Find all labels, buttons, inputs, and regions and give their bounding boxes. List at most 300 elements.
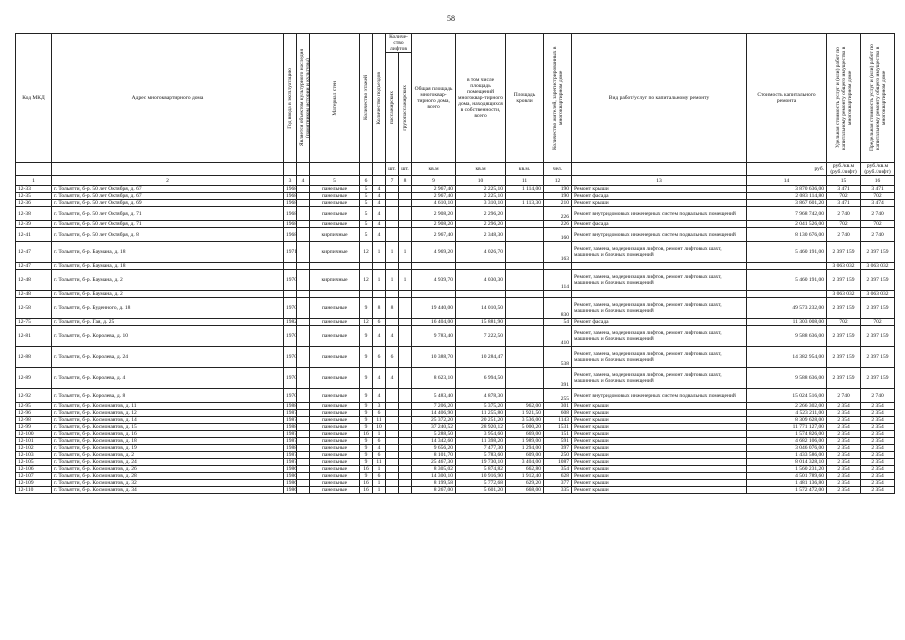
cell-cost: 8 309 628,00: [747, 417, 827, 424]
cell-mat: кирпичные: [310, 270, 360, 291]
cell-lp: [386, 228, 399, 242]
cell-mat: панельные: [310, 200, 360, 207]
column-number: 11: [506, 176, 544, 186]
cell-res: 410: [544, 326, 572, 347]
cell-fl: 9: [360, 438, 373, 445]
cell-lc: [399, 200, 412, 207]
cell-lp: [386, 424, 399, 431]
table-row: [16, 186, 895, 193]
cell-lc: [399, 424, 412, 431]
column-number: 14: [747, 176, 827, 186]
cell-mat: панельные: [310, 473, 360, 480]
header-max-cost: Предельная стоимость услуг и (или) работ по капитальному ремонту общего имущества в многоквартирном доме: [861, 34, 895, 163]
table-row: [16, 459, 895, 466]
cell-mat: панельные: [310, 368, 360, 389]
cell-code: 12-75: [16, 319, 52, 326]
cell-max: 2 397 159: [861, 326, 895, 347]
cell-lp: [386, 193, 399, 200]
cell-max: 702: [861, 221, 895, 228]
cell-cost: 5 460 191,00: [747, 242, 827, 263]
cell-cultural: [297, 347, 310, 368]
cell-en: 4: [373, 228, 386, 242]
cell-max: 2 397 159: [861, 368, 895, 389]
cell-ra: 1 294,00: [506, 445, 544, 452]
cell-lc: 1: [399, 270, 412, 291]
table-row: [16, 445, 895, 452]
cell-en: 11: [373, 417, 386, 424]
cell-code: 12-105: [16, 459, 52, 466]
cell-code: 12-95: [16, 403, 52, 410]
cell-oa: 4 030,30: [456, 270, 506, 291]
table-row: [16, 431, 895, 438]
cell-work: Ремонт внутридомовых инженерных систем подвальных помещений: [572, 207, 747, 221]
cell-ra: [506, 242, 544, 263]
cell-lc: [399, 410, 412, 417]
cell-ta: 5 483,40: [412, 389, 456, 403]
cell-cost: 1 433 586,00: [747, 452, 827, 459]
cell-fl: 9: [360, 459, 373, 466]
cell-oa: 10 284,47: [456, 347, 506, 368]
cell-res: 210: [544, 200, 572, 207]
cell-lp: [386, 417, 399, 424]
cell-en: 10: [373, 424, 386, 431]
header-total-area: Общая площадь многоквар-тирного дома, всего: [412, 34, 456, 163]
header-cultural: Является объектом культурного наследия (памятником истории и культуры): [297, 34, 310, 163]
cell-en: 1: [373, 242, 386, 263]
cell-code: 12-101: [16, 438, 52, 445]
cell-year: 1970: [284, 347, 297, 368]
cell-oa: 2 225,10: [456, 186, 506, 193]
cell-mat: кирпичные: [310, 228, 360, 242]
cell-code: 12-103: [16, 452, 52, 459]
cell-ra: [506, 326, 544, 347]
cell-cultural: [297, 424, 310, 431]
cell-cost: [747, 263, 827, 270]
cell-lc: [399, 459, 412, 466]
cell-cultural: [297, 410, 310, 417]
cell-ta: 5 288,50: [412, 431, 456, 438]
cell-year: 1968: [284, 186, 297, 193]
cell-lc: [399, 207, 412, 221]
header-code: Код МКД: [16, 34, 52, 163]
column-number: 2: [52, 176, 284, 186]
cell-unit: 2 397 159: [827, 242, 861, 263]
cell-mat: панельные: [310, 487, 360, 494]
cell-cultural: [297, 431, 310, 438]
header-owned-area: в том числе площадь помещений многоквар-тирного дома, находящихся в собственности, всего: [456, 34, 506, 163]
cell-fl: 9: [360, 389, 373, 403]
cell-res: 608: [544, 410, 572, 417]
cell-lc: [399, 186, 412, 193]
cell-lp: 1: [386, 242, 399, 263]
cell-work: Ремонт крыши: [572, 403, 747, 410]
cell-fl: 5: [360, 221, 373, 228]
table-row: [16, 200, 895, 207]
cell-en: 3: [373, 403, 386, 410]
cell-ta: 2 967,40: [412, 228, 456, 242]
cell-cultural: [297, 242, 310, 263]
cell-cost: 1 481 136,80: [747, 480, 827, 487]
column-number: 9: [412, 176, 456, 186]
table-row: [16, 270, 895, 291]
cell-year: 1970: [284, 326, 297, 347]
table-row: [16, 193, 895, 200]
cell-work: Ремонт крыши: [572, 466, 747, 473]
cell-ta: 9 783,40: [412, 326, 456, 347]
cell-addr: г. Тольятти, б-р. Космонавтов, д. 15: [52, 424, 284, 431]
table-row: [16, 466, 895, 473]
cell-en: 1: [373, 480, 386, 487]
cell-mat: панельные: [310, 298, 360, 319]
cell-code: 12-48: [16, 291, 52, 298]
cell-res: [544, 291, 572, 298]
cell-oa: 5 601,20: [456, 487, 506, 494]
cell-res: 250: [544, 452, 572, 459]
cell-oa: 2 296,20: [456, 207, 506, 221]
cell-unit: 2 354: [827, 459, 861, 466]
cell-unit: 2 397 159: [827, 368, 861, 389]
cell-ta: 2 908,20: [412, 221, 456, 228]
cell-cost: 8 130 676,00: [747, 228, 827, 242]
cell-ta: 8 101,70: [412, 452, 456, 459]
cell-lc: [399, 291, 412, 298]
cell-ta: 14 406,90: [412, 410, 456, 417]
column-number: 4: [297, 176, 310, 186]
cell-ra: 3 404,00: [506, 459, 544, 466]
cell-en: 4: [373, 200, 386, 207]
cell-year: 1987: [284, 417, 297, 424]
cell-code: 12-35: [16, 193, 52, 200]
cell-work: Ремонт крыши: [572, 487, 747, 494]
header-floors: Количество этажей: [360, 34, 373, 163]
cell-ra: [506, 270, 544, 291]
cell-lc: [399, 263, 412, 270]
capital-repair-table: [15, 33, 895, 494]
cell-fl: 16: [360, 466, 373, 473]
cell-code: 12-47: [16, 242, 52, 263]
cell-oa: 3 310,10: [456, 200, 506, 207]
cell-code: 12-89: [16, 368, 52, 389]
cell-lp: [386, 410, 399, 417]
cell-fl: 16: [360, 480, 373, 487]
cell-max: 2 397 159: [861, 270, 895, 291]
cell-mat: панельные: [310, 207, 360, 221]
cell-ta: 8 305,02: [412, 466, 456, 473]
cell-ra: [506, 347, 544, 368]
cell-cultural: [297, 319, 310, 326]
cell-work: Ремонт, замена, модернизация лифтов, ремонт лифтовых шахт, машинных и блочных помещений: [572, 242, 747, 263]
cell-ta: 4 969,20: [412, 242, 456, 263]
cell-oa: 5 375,20: [456, 403, 506, 410]
cell-cost: 3 870 636,00: [747, 186, 827, 193]
cell-year: 1970: [284, 368, 297, 389]
cell-code: 12-107: [16, 473, 52, 480]
cell-res: 301: [544, 403, 572, 410]
cell-res: 190: [544, 186, 572, 193]
cell-lp: [386, 319, 399, 326]
cell-oa: 11 255,80: [456, 410, 506, 417]
header-elevators: Количе-ство лифтов: [386, 34, 412, 53]
cell-code: 12-58: [16, 298, 52, 319]
cell-unit: 2 740: [827, 389, 861, 403]
cell-addr: г. Тольятти, б-р. Королева, д. 10: [52, 326, 284, 347]
cell-ra: [506, 298, 544, 319]
cell-cultural: [297, 200, 310, 207]
cell-oa: [456, 291, 506, 298]
header-residents: Количество жителей, зарегистрированных в многоквартирном доме: [544, 34, 572, 163]
table-row: [16, 221, 895, 228]
cell-oa: 6 994,50: [456, 368, 506, 389]
table-row: [16, 417, 895, 424]
cell-unit: 3 063 032: [827, 291, 861, 298]
cell-max: 2 397 159: [861, 347, 895, 368]
cell-ta: 14 300,10: [412, 473, 456, 480]
cell-ra: [506, 221, 544, 228]
cell-ra: 609,00: [506, 452, 544, 459]
cell-en: 6: [373, 473, 386, 480]
table-row: [16, 368, 895, 389]
cell-en: 4: [373, 207, 386, 221]
cell-work: Ремонт крыши: [572, 473, 747, 480]
cell-oa: 28 920,12: [456, 424, 506, 431]
cell-res: 628: [544, 473, 572, 480]
cell-cultural: [297, 403, 310, 410]
cell-year: 1970: [284, 298, 297, 319]
cell-en: [373, 263, 386, 270]
cell-addr: г. Тольятти, б-р. Космонавтов, д. 12: [52, 410, 284, 417]
cell-work: Ремонт крыши: [572, 480, 747, 487]
cell-fl: 5: [360, 200, 373, 207]
cell-year: 1971: [284, 242, 297, 263]
cell-fl: 12: [360, 242, 373, 263]
cell-cost: 11 771 127,00: [747, 424, 827, 431]
table-row: [16, 326, 895, 347]
cell-ra: [506, 389, 544, 403]
cell-ta: 2 908,20: [412, 207, 456, 221]
cell-ra: [506, 263, 544, 270]
cell-ra: 1 921,50: [506, 410, 544, 417]
cell-cultural: [297, 186, 310, 193]
cell-ta: 2 967,40: [412, 193, 456, 200]
cell-fl: 16: [360, 431, 373, 438]
cell-ta: 7 206,20: [412, 403, 456, 410]
cell-max: 3 471: [861, 186, 895, 193]
cell-mat: панельные: [310, 410, 360, 417]
cell-fl: 9: [360, 368, 373, 389]
cell-fl: 9: [360, 410, 373, 417]
cell-oa: [456, 263, 506, 270]
cell-mat: кирпичные: [310, 242, 360, 263]
header-year: Год ввода в эксплуатацию: [284, 34, 297, 163]
cell-oa: 3 954,60: [456, 431, 506, 438]
cell-lp: [386, 473, 399, 480]
cell-fl: 9: [360, 452, 373, 459]
page-number: 58: [447, 14, 455, 23]
cell-ra: [506, 319, 544, 326]
header-cost: Стоимость капитального ремонта: [747, 34, 827, 163]
cell-ta: [412, 263, 456, 270]
cell-code: 12-88: [16, 347, 52, 368]
cell-code: 12-102: [16, 445, 52, 452]
cell-fl: 9: [360, 417, 373, 424]
cell-cost: 3 046 076,00: [747, 445, 827, 452]
cell-unit: 702: [827, 319, 861, 326]
cell-year: 1986: [284, 487, 297, 494]
cell-res: 54: [544, 319, 572, 326]
cell-work: Ремонт крыши: [572, 186, 747, 193]
cell-oa: 5 772,68: [456, 480, 506, 487]
cell-en: 1: [373, 487, 386, 494]
cell-en: 1: [373, 431, 386, 438]
cell-unit: 2 354: [827, 438, 861, 445]
cell-code: 12-96: [16, 410, 52, 417]
cell-res: 163: [544, 242, 572, 263]
cell-max: 2 354: [861, 487, 895, 494]
cell-code: 12-47: [16, 263, 52, 270]
cell-unit: 2 354: [827, 410, 861, 417]
cell-lp: [386, 389, 399, 403]
cell-mat: панельные: [310, 424, 360, 431]
cell-work: Ремонт фасада: [572, 221, 747, 228]
cell-code: 12-106: [16, 466, 52, 473]
cell-ra: 3 536,00: [506, 417, 544, 424]
cell-res: 591: [544, 438, 572, 445]
cell-ra: 629,20: [506, 480, 544, 487]
table-row: [16, 298, 895, 319]
cell-lp: [386, 459, 399, 466]
column-number: 1: [16, 176, 52, 186]
cell-fl: 9: [360, 473, 373, 480]
cell-en: 6: [373, 347, 386, 368]
cell-mat: панельные: [310, 417, 360, 424]
cell-en: 1: [373, 270, 386, 291]
table-row: [16, 480, 895, 487]
cell-work: Ремонт крыши: [572, 438, 747, 445]
cell-fl: 12: [360, 319, 373, 326]
cell-unit: 2 397 159: [827, 298, 861, 319]
cell-cost: [747, 291, 827, 298]
cell-unit: 2 354: [827, 445, 861, 452]
cell-lp: [386, 291, 399, 298]
cell-oa: 19 730,10: [456, 459, 506, 466]
table-row: [16, 424, 895, 431]
table-row: [16, 410, 895, 417]
header-entrances: Количество подъездов: [373, 34, 386, 163]
cell-lc: [399, 193, 412, 200]
cell-ta: 4 610,10: [412, 200, 456, 207]
column-number: 13: [572, 176, 747, 186]
header-elev-pass: пассажирских: [386, 53, 399, 163]
column-number: 16: [861, 176, 895, 186]
cell-en: 6: [373, 319, 386, 326]
cell-unit: 2 354: [827, 417, 861, 424]
cell-mat: панельные: [310, 438, 360, 445]
cell-lp: [386, 431, 399, 438]
cell-max: 2 354: [861, 424, 895, 431]
cell-lp: [386, 200, 399, 207]
cell-en: 1: [373, 466, 386, 473]
cell-mat: панельные: [310, 466, 360, 473]
header-unit-cost: Удельная стоимость услуг и (или) работ по капитальному ремонту общего имущества в многоквартирном доме: [827, 34, 861, 163]
cell-lp: [386, 263, 399, 270]
cell-ta: 14 342,60: [412, 438, 456, 445]
cell-max: 702: [861, 319, 895, 326]
cell-res: 226: [544, 221, 572, 228]
cell-unit: 2 354: [827, 424, 861, 431]
cell-addr: г. Тольятти, б-р. 50 лет Октября, д. 71: [52, 221, 284, 228]
cell-year: 1968: [284, 193, 297, 200]
cell-mat: [310, 263, 360, 270]
cell-year: 1986: [284, 480, 297, 487]
cell-fl: 5: [360, 207, 373, 221]
cell-addr: г. Тольятти, б-р. Баумана, д. 18: [52, 263, 284, 270]
cell-lp: [386, 487, 399, 494]
column-number: 12: [544, 176, 572, 186]
cell-fl: 9: [360, 326, 373, 347]
cell-fl: [360, 263, 373, 270]
cell-fl: 9: [360, 445, 373, 452]
table-row: [16, 319, 895, 326]
cell-mat: панельные: [310, 459, 360, 466]
cell-res: 1143: [544, 417, 572, 424]
cell-mat: панельные: [310, 319, 360, 326]
cell-mat: [310, 291, 360, 298]
cell-lc: [399, 431, 412, 438]
cell-cultural: [297, 452, 310, 459]
cell-work: Ремонт крыши: [572, 410, 747, 417]
cell-year: 1970: [284, 389, 297, 403]
cell-fl: 5: [360, 193, 373, 200]
cell-unit: 3 471: [827, 186, 861, 193]
cell-unit: 2 354: [827, 452, 861, 459]
header-address: Адрес многоквартирного дома: [52, 34, 284, 163]
cell-unit: 3 471: [827, 200, 861, 207]
cell-ta: 19 440,00: [412, 298, 456, 319]
cell-cultural: [297, 193, 310, 200]
cell-max: 2 740: [861, 389, 895, 403]
cell-addr: г. Тольятти, б-р. Космонавтов, д. 24: [52, 459, 284, 466]
cell-max: 702: [861, 193, 895, 200]
cell-max: 2 354: [861, 431, 895, 438]
cell-cultural: [297, 438, 310, 445]
column-number: 15: [827, 176, 861, 186]
cell-cost: 5 460 191,00: [747, 270, 827, 291]
cell-year: 1982: [284, 319, 297, 326]
cell-max: 2 354: [861, 466, 895, 473]
cell-work: [572, 291, 747, 298]
cell-ta: [412, 291, 456, 298]
cell-cultural: [297, 466, 310, 473]
cell-year: [284, 263, 297, 270]
cell-cultural: [297, 270, 310, 291]
cell-ta: 16 404,00: [412, 319, 456, 326]
cell-oa: 2 348,30: [456, 228, 506, 242]
cell-ta: 8 267,00: [412, 487, 456, 494]
column-number: 7: [386, 176, 399, 186]
cell-work: Ремонт, замена, модернизация лифтов, ремонт лифтовых шахт, машинных и блочных помещений: [572, 347, 747, 368]
column-number: 8: [399, 176, 412, 186]
cell-ra: 1 912,40: [506, 473, 544, 480]
cell-lc: [399, 389, 412, 403]
cell-en: 6: [373, 452, 386, 459]
cell-mat: панельные: [310, 389, 360, 403]
cell-ra: 662,80: [506, 466, 544, 473]
cell-addr: г. Тольятти, б-р. Космонавтов, д. 32: [52, 480, 284, 487]
cell-cost: 2 083 114,80: [747, 193, 827, 200]
cell-en: 8: [373, 298, 386, 319]
cell-ta: 37 240,52: [412, 424, 456, 431]
cell-res: 114: [544, 270, 572, 291]
